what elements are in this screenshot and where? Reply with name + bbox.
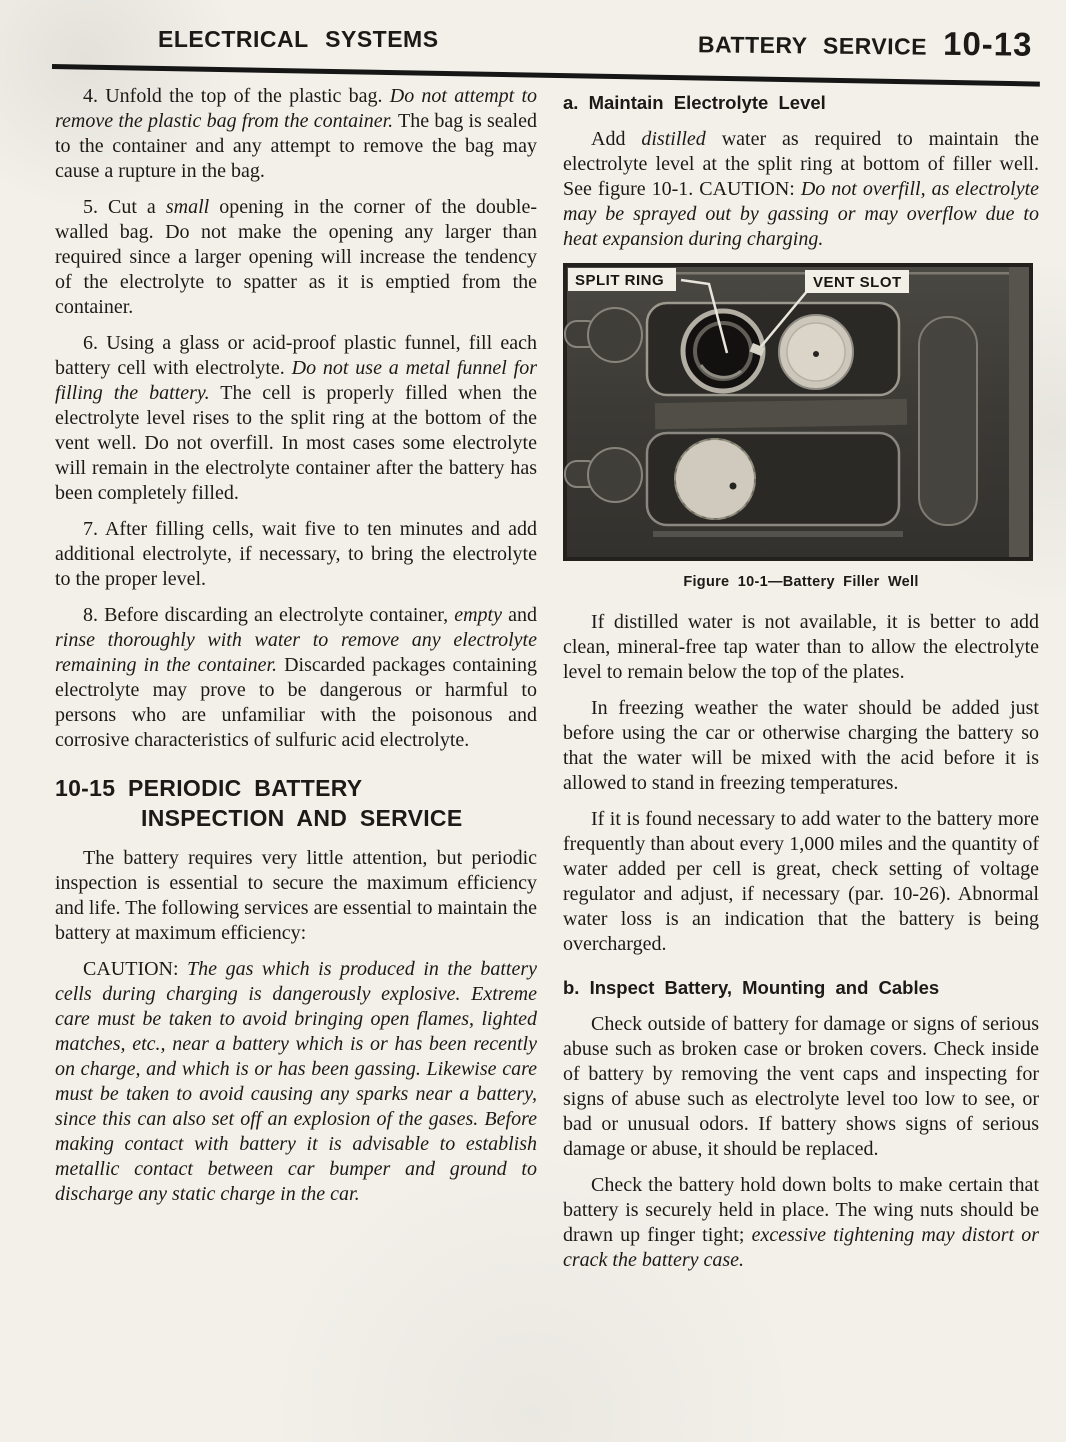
paragraph-hold-down-bolts: Check the battery hold down bolts to make certain that battery is securely held in place. The wing nuts should be drawn up finger tight; excessive tightening may distort or crack the battery case. [563,1174,1039,1271]
subsection-a-heading: a. Maintain Electrolyte Level [563,92,826,113]
bottom-vent-cap [675,439,755,519]
page-number: 10-13 [942,24,1033,63]
paragraph-maintain-level: Add distilled water as required to maintain the electrolyte level at the split ring at bottom of filler well. See figure 10-1. CAUTION: Do not overfill, as electrolyte may be sprayed out by gassing or may overflow due to heat expansion during charging. [563,128,1040,250]
paragraph-tap-water: If distilled water is not available, it is better to add clean, mineral-free tap water than to allow the electrolyte level to remain below the top of the plates. [563,611,1039,683]
paragraph-freezing-weather: In freezing weather the water should be added just before using the car or otherwise charging the battery so that the water will be mixed with the acid before it is allowed to stand in freezing temperatures. [563,697,1039,794]
vent-slot-label: VENT SLOT [813,274,902,291]
split-ring-label: SPLIT RING [575,272,665,289]
step-paragraph-6: 6. Using a glass or acid-proof plastic funnel, fill each battery cell with electrolyte. Do not use a metal funnel for filling the battery. The cell is properly filled when the electrolyte level rises to the split ring at the bottom of the vent well. Do not overfill. In most cases some electrolyte will remain in the electrolyte container after the battery has been completely filled. [55,332,537,504]
step-paragraph-5: 5. Cut a small opening in the corner of the double-walled bag. Do not make the opening any larger than required since a larger opening will increase the tendency of the electrolyte to spatter as it is emptied from the container. [55,196,538,318]
header-right-title: BATTERY SERVICE [697,31,927,60]
figure-caption: Figure 10-1—Battery Filler Well [683,574,919,590]
subsection-b-heading: b. Inspect Battery, Mounting and Cables [563,977,940,998]
figure-10-1 [563,263,1039,595]
left-column [55,84,537,1218]
paragraph-water-loss: If it is found necessary to add water to the battery more frequently than about every 1,000 miles and the quantity of water added per cell is great, check setting of voltage regulator and adjust, if necessary (par. 10-26). Abnormal water loss is an indication that the battery is being overcharged. [563,808,1039,955]
right-column [563,86,1039,1284]
vent-cap [779,315,853,389]
step-paragraph-4: 4. Unfold the top of the plastic bag. Do not attempt to remove the plastic bag from the container. The bag is sealed to the container and any attempt to remove the bag may cause a rupture in the bag. [55,85,538,182]
header-left-title: ELECTRICAL SYSTEMS [158,26,439,52]
paragraph-inspect-battery: Check outside of battery for damage or signs of serious abuse such as broken case or broken covers. Check inside of battery by removing the vent caps and inspecting for signs of abuse such as electrolyte level too low to see, or bad or unusual odors. If battery shows signs of serious damage or abuse, it should be replaced. [563,1013,1039,1160]
header-right [697,22,1032,64]
section-heading-line1: 10-15 PERIODIC BATTERY [55,775,363,801]
section-heading-line2: INSPECTION AND SERVICE [141,805,463,831]
intro-paragraph: The battery requires very little attention, but periodic inspection is essential to secure the maximum efficiency and life. The following services are essential to maintain the battery at maximum efficiency: [55,847,537,944]
step-paragraph-8: 8. Before discarding an electrolyte container, empty and rinse thoroughly with water to remove any electrolyte remaining in the container. Discarded packages containing electrolyte may prove to be dangerous or harmful to persons who are unfamiliar with the poisonous and corrosive characteristics of sulfuric acid electrolyte. [55,604,537,751]
battery-filler-well-photo [563,263,1033,561]
caution-paragraph: CAUTION: The gas which is produced in the battery cells during charging is dangerously explosive. Extreme care must be taken to avoid bringing open flames, lighted matches, etc., near a battery which is or has been recently on charge, and which is or has been gassing. Likewise care must be taken to avoid causing any sparks near a battery, since this can also set off an explosion of the gases. Before making contact with battery it is advisable to establish metallic contact between car bumper and ground to discharge any static charge in the car. [55,958,537,1205]
step-paragraph-7: 7. After filling cells, wait five to ten minutes and add additional electrolyte, if necessary, to bring the electrolyte to the proper level. [55,518,537,590]
section-heading-10-15 [55,773,537,833]
